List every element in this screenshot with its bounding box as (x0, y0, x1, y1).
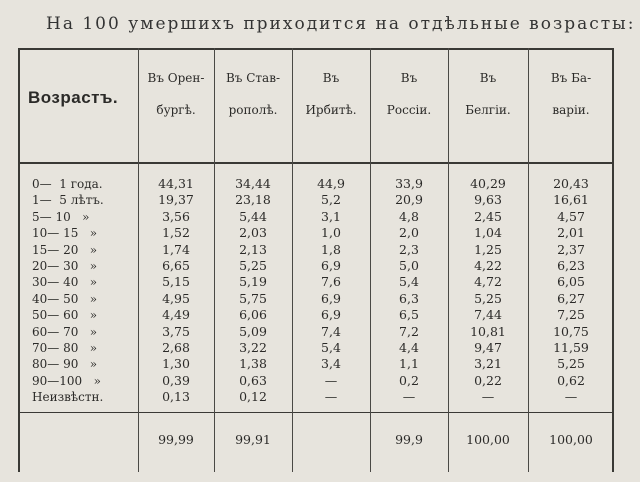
table-cell: 0,22 (474, 372, 502, 388)
table-cell: 7,44 (474, 307, 502, 323)
values-orenburg (138, 176, 214, 406)
values-irbit (292, 176, 370, 406)
age-label: Неизвѣстн. (32, 390, 104, 405)
table-cell: 11,59 (553, 340, 589, 356)
header-line: Россіи. (386, 103, 432, 117)
table-cell: 1,1 (399, 356, 419, 372)
table-cell: 5,25 (239, 258, 267, 274)
header-line: рополѣ. (228, 103, 278, 117)
age-label: 5— 10 » (32, 209, 90, 224)
table-cell: 44,9 (317, 176, 345, 191)
total-bavaria: 100,00 (549, 432, 593, 447)
header-line: Въ Став- (225, 71, 281, 85)
table-cell: 5,4 (399, 274, 419, 290)
table-cell: 5,25 (557, 356, 585, 372)
table-cell: 1,8 (321, 241, 341, 257)
table-cell: 5,09 (239, 323, 267, 339)
table-cell: 5,2 (321, 192, 341, 208)
table-cell: 4,22 (474, 258, 502, 274)
age-label: 15— 20 » (32, 242, 98, 257)
table-cell: 44,31 (158, 176, 194, 191)
table-cell: 1,04 (474, 225, 502, 241)
total-orenburg: 99,99 (158, 432, 194, 447)
table-cell: 1,52 (162, 225, 190, 241)
table-cell: 3,22 (239, 340, 267, 356)
table-cell: 5,0 (399, 258, 419, 274)
table-cell: 6,65 (162, 258, 190, 274)
age-label: 30— 40 » (32, 275, 98, 290)
table-cell: 4,72 (474, 274, 502, 290)
table-cell: 2,68 (162, 340, 190, 356)
header-bavaria (528, 62, 614, 126)
table-title: На 100 умершихъ приходится на отдѣльные возрасты: (46, 14, 636, 34)
table-cell: 6,06 (239, 307, 267, 323)
age-header: Возрастъ. (28, 88, 119, 107)
table-cell: 4,4 (399, 340, 419, 356)
header-irbit (292, 62, 370, 126)
age-label: 0— 1 года. (32, 177, 103, 191)
table-cell: 0,39 (162, 372, 190, 388)
table-cell: 1,25 (474, 241, 502, 257)
table-cell: 1,38 (239, 356, 267, 372)
age-label: 40— 50 » (32, 291, 98, 306)
table-cell: — (324, 389, 338, 405)
table-cell: 4,95 (162, 290, 190, 306)
header-rule (18, 162, 614, 164)
total-belgium: 100,00 (466, 432, 510, 447)
table-cell: 6,27 (557, 290, 585, 306)
table-cell: 4,57 (557, 208, 585, 224)
total-russia: 99,9 (395, 432, 423, 447)
table-cell: 2,3 (399, 241, 419, 257)
table-cell: 16,61 (553, 192, 589, 208)
header-orenburg (138, 62, 214, 126)
table-cell: 5,75 (239, 290, 267, 306)
table-cell: 0,2 (399, 372, 419, 388)
table-cell: 40,29 (470, 176, 506, 191)
table-top-rule (18, 48, 614, 50)
table-cell: — (402, 389, 416, 405)
table-cell: 20,43 (553, 176, 589, 191)
age-label: 60— 70 » (32, 324, 98, 339)
header-line: варіи. (552, 103, 590, 117)
values-belgium (448, 176, 528, 406)
header-russia (370, 62, 448, 126)
table-cell: 5,4 (321, 340, 341, 356)
header-belgium (448, 62, 528, 126)
table-cell: 9,47 (474, 340, 502, 356)
table-cell: 6,23 (557, 258, 585, 274)
table-cell: 2,0 (399, 225, 419, 241)
table-cell: 34,44 (235, 176, 271, 191)
table-cell: 5,15 (162, 274, 190, 290)
header-line: Въ (479, 71, 497, 85)
table-cell: 6,9 (321, 307, 341, 323)
table-cell: 6,9 (321, 290, 341, 306)
table-cell: 0,62 (557, 372, 585, 388)
header-line: Въ (400, 71, 418, 85)
table-cell: 23,18 (235, 192, 271, 208)
table-cell: 5,44 (239, 208, 267, 224)
table-cell: 6,9 (321, 258, 341, 274)
table-cell: — (564, 389, 578, 405)
table-cell: 5,25 (474, 290, 502, 306)
age-label: 80— 90 » (32, 357, 98, 372)
age-label: 1— 5 лѣтъ. (32, 193, 104, 208)
values-bavaria (528, 176, 614, 406)
totals-rule (18, 412, 614, 413)
table-cell: 2,01 (557, 225, 585, 241)
table-cell: 9,63 (474, 192, 502, 208)
table-cell: 3,21 (474, 356, 502, 372)
values-russia (370, 176, 448, 406)
table-cell: 5,19 (239, 274, 267, 290)
table-cell: 7,25 (557, 307, 585, 323)
table-cell: 2,45 (474, 208, 502, 224)
table-cell: 6,5 (399, 307, 419, 323)
table-cell: 1,74 (162, 241, 190, 257)
table-cell: 3,56 (162, 208, 190, 224)
table-cell: 4,8 (399, 208, 419, 224)
table-cell: 7,6 (321, 274, 341, 290)
table-left-rule (18, 48, 20, 472)
table-cell: 2,37 (557, 241, 585, 257)
header-line: Ирбитѣ. (305, 103, 357, 117)
header-line: Въ (322, 71, 340, 85)
table-cell: 6,05 (557, 274, 585, 290)
table-cell: 10,75 (553, 323, 589, 339)
age-column (32, 176, 146, 406)
table-cell: 19,37 (158, 192, 194, 208)
total-stavropol: 99,91 (235, 432, 271, 447)
header-line: бургѣ. (156, 103, 196, 117)
table-cell: 1,0 (321, 225, 341, 241)
table-cell: 10,81 (470, 323, 506, 339)
table-cell: 1,30 (162, 356, 190, 372)
table-cell: — (481, 389, 495, 405)
table-cell: 0,63 (239, 372, 267, 388)
age-label: 50— 60 » (32, 308, 98, 323)
header-stavropol (214, 62, 292, 126)
table-cell: 2,13 (239, 241, 267, 257)
table-cell: 6,3 (399, 290, 419, 306)
values-stavropol (214, 176, 292, 406)
table-cell: 7,2 (399, 323, 419, 339)
table-cell: 20,9 (395, 192, 423, 208)
table-cell: 33,9 (395, 176, 423, 191)
header-line: Белгіи. (465, 103, 511, 117)
header-line: Въ Ба- (550, 71, 592, 85)
table-cell: 2,03 (239, 225, 267, 241)
header-line: Въ Орен- (147, 71, 205, 85)
table-cell: — (324, 372, 338, 388)
mortality-table (18, 40, 614, 472)
age-label: 90—100 » (32, 373, 101, 388)
table-cell: 0,12 (239, 389, 267, 405)
table-cell: 7,4 (321, 323, 341, 339)
age-label: 70— 80 » (32, 341, 98, 356)
table-cell: 3,1 (321, 208, 341, 224)
table-cell: 3,4 (321, 356, 341, 372)
age-label: 20— 30 » (32, 259, 98, 274)
table-cell: 0,13 (162, 389, 190, 405)
table-cell: 3,75 (162, 323, 190, 339)
table-cell: 4,49 (162, 307, 190, 323)
age-label: 10— 15 » (32, 226, 98, 241)
